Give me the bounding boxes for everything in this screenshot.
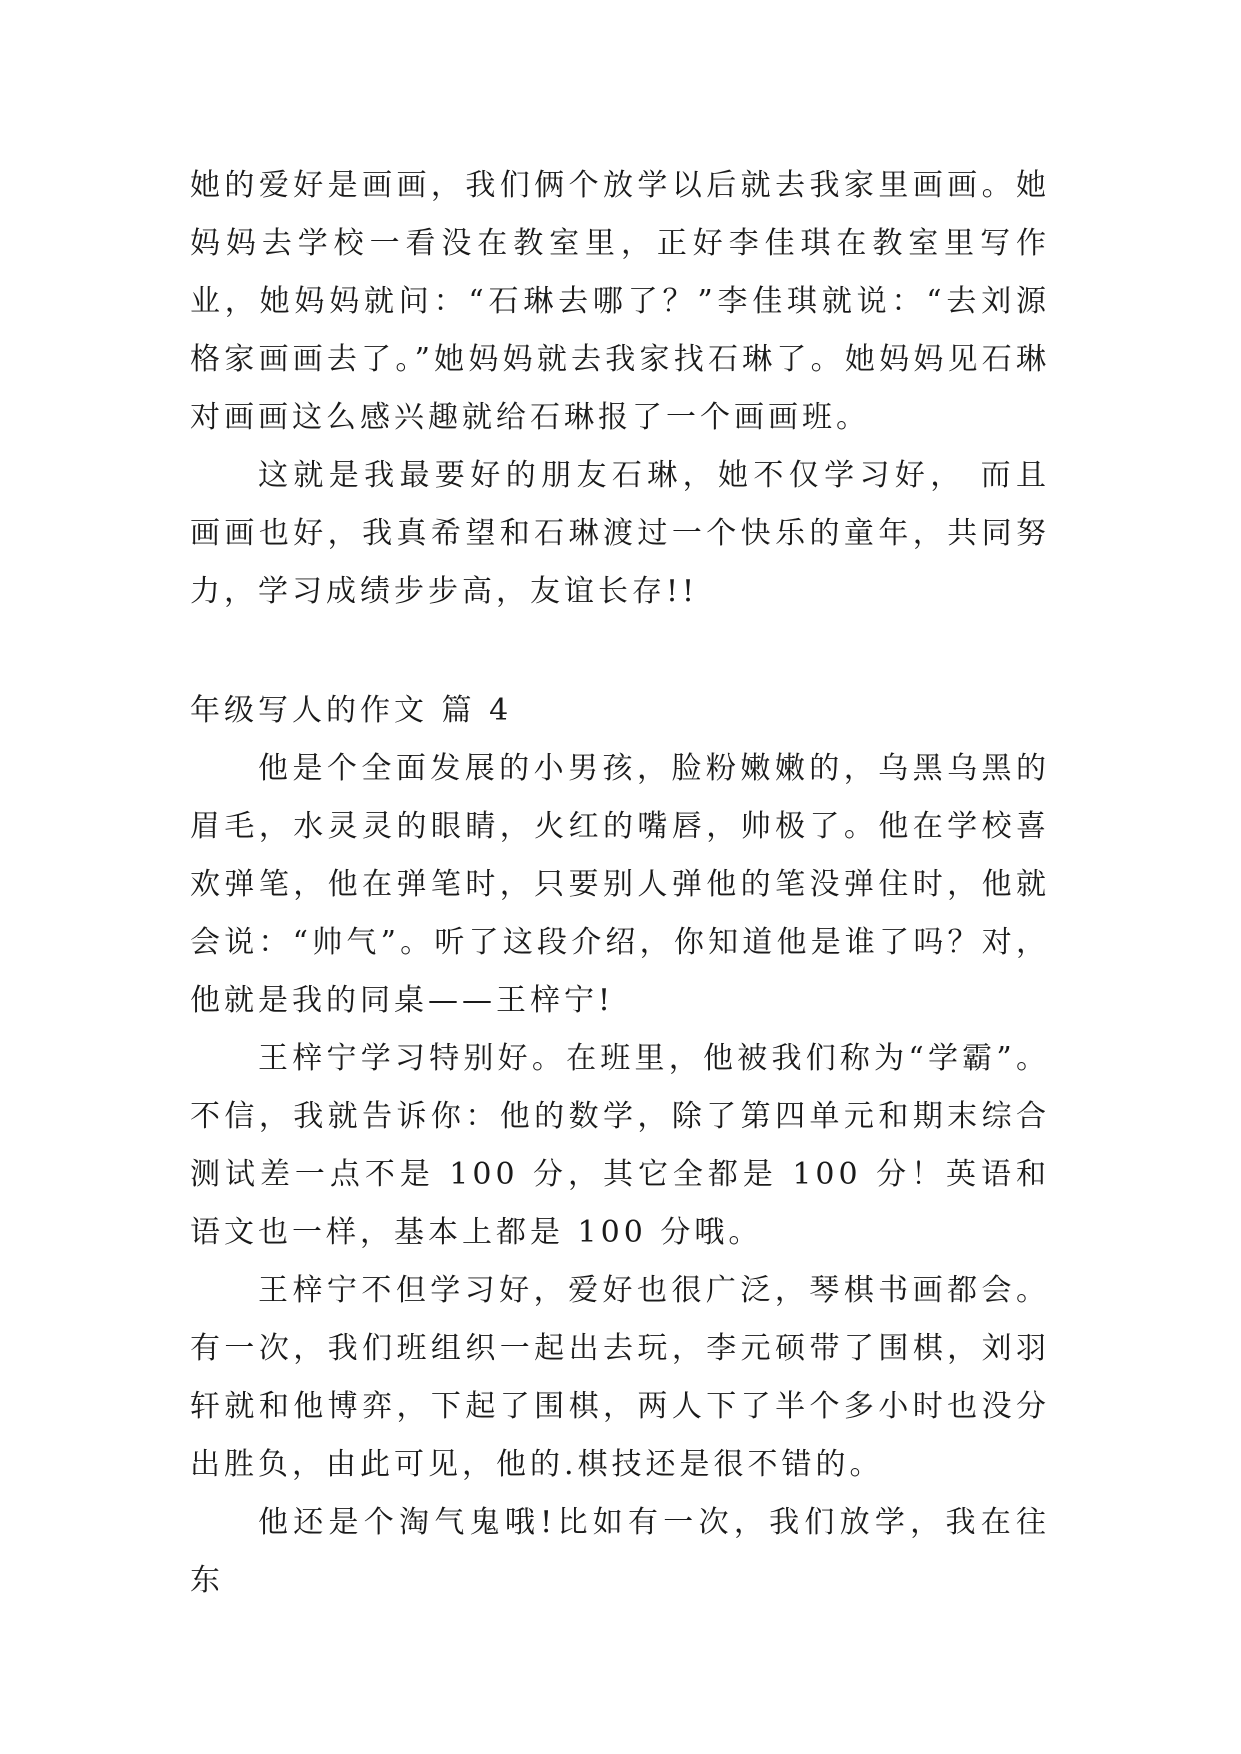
paragraph: 王梓宁学习特别好。在班里，他被我们称为“学霸”。不信，我就告诉你：他的数学，除了第四单元和期末综合测试差一点不是 100 分，其它全都是 100 分！英语和语文也一样，基本上都是 100 分哦。 (190, 1041, 1050, 1250)
paragraph: 她的爱好是画画，我们俩个放学以后就去我家里画画。她妈妈去学校一看没在教室里，正好李佳琪在教室里写作业，她妈妈就问：“石琳去哪了？”李佳琪就说：“去刘源格家画画去了。”她妈妈就去我家找石琳了。她妈妈见石琳对画画这么感兴趣就给石琳报了一个画画班。 (190, 168, 1050, 435)
paragraph: 这就是我最要好的朋友石琳，她不仅学习好， 而且画画也好，我真希望和石琳渡过一个快乐的童年，共同努力，学习成绩步步高，友谊长存!! (190, 458, 1050, 609)
text-section-1 (190, 157, 1050, 621)
text-section-2 (190, 682, 1050, 1610)
paragraph: 他是个全面发展的小男孩，脸粉嫩嫩的，乌黑乌黑的眉毛，水灵灵的眼睛，火红的嘴唇，帅极了。他在学校喜欢弹笔，他在弹笔时，只要别人弹他的笔没弹住时，他就会说：“帅气”。听了这段介绍，你知道他是谁了吗？对，他就是我的同桌——王梓宁! (190, 751, 1050, 1018)
paragraph: 王梓宁不但学习好，爱好也很广泛，琴棋书画都会。有一次，我们班组织一起出去玩，李元硕带了围棋，刘羽轩就和他博弈，下起了围棋，两人下了半个多小时也没分出胜负，由此可见，他的.棋技还是很不错的。 (190, 1273, 1050, 1482)
section-heading: 年级写人的作文 篇 4 (190, 693, 513, 728)
paragraph: 他还是个淘气鬼哦!比如有一次，我们放学，我在往东 (190, 1505, 1050, 1598)
